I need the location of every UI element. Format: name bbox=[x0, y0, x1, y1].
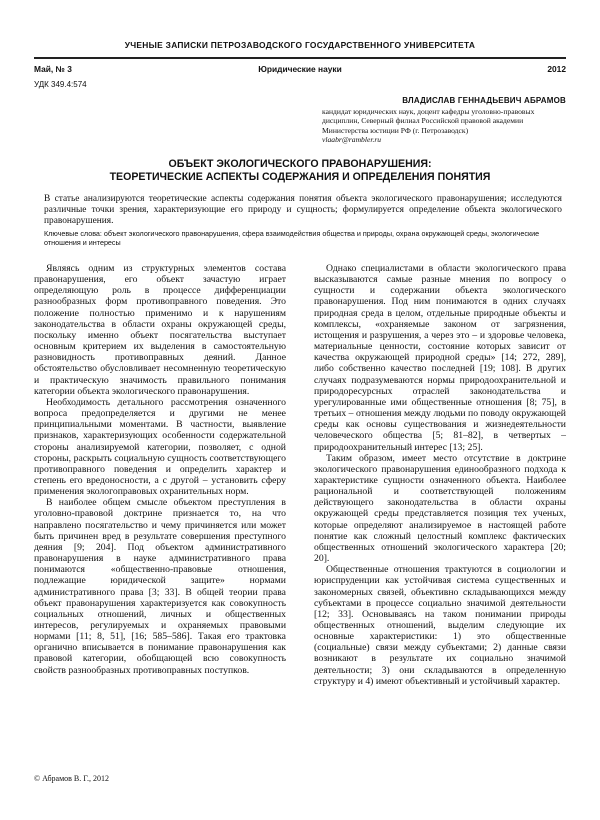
author-name: ВЛАДИСЛАВ ГЕННАДЬЕВИЧ АБРАМОВ bbox=[402, 96, 566, 105]
article-title-line-1: ОБЪЕКТ ЭКОЛОГИЧЕСКОГО ПРАВОНАРУШЕНИЯ: bbox=[168, 158, 432, 170]
paragraph: Таким образом, имеет место отсутствие в доктрине экологического правонарушения единообразного подхода к характеристике сущности означенного объекта. Наиболее рациональной и соответствующей положениям действующего законодательства в области охраны окружающей среды представляется позиция тех ученых, которые определяют анализируемое в настоящей работе понятие как сложный целостный комплекс фактических общественных отношений экологического характера [20; 20]. bbox=[314, 452, 566, 565]
body-column-left bbox=[34, 263, 286, 676]
paragraph: Однако специалистами в области экологического права высказываются самые разные мнения по вопросу о сущности и содержании объекта экологического правонарушения. Под ним понимаются в одних случаях природная среда в целом, отдельные природные объекты и комплексы, «охраняемые законом от загрязнения, истощения и разрушения, а через это – и здоровье человека, материальные ценности, состояние которых зависит от качества окружающей природной среды» [14; 272, 289], либо собственно качество последней [19; 108]. В других случаях подразумеваются нормы природоохранительной и природоресурсных отраслей законодательства и урегулированные ими общественные отношения [8; 75], в третьих – отношения между людьми по поводу окружающей среды как основы существования и жизнедеятельности человеческого общества [5; 81–82], в четвертых – природоохранительный интерес [13; 25]. bbox=[314, 263, 566, 453]
paragraph: Являясь одним из структурных элементов состава правонарушения, его объект зачастую играет определяющую роль в процессе дифференциации разнообразных форм противоправного поведения. Это положение полностью применимо и к нарушениям законодательства в области охраны окружающей среды, поскольку именно объект посягательства выступает основным критерием их выделения в самостоятельную разновидность противоправных деяний. Данное обстоятельство обусловливает несомненную теоретическую и практическую значимость правильного понимания категории объекта экологического правонарушения. bbox=[34, 263, 286, 397]
issue-number: Май, № 3 bbox=[34, 64, 72, 74]
article-title-line-2: ТЕОРЕТИЧЕСКИЕ АСПЕКТЫ СОДЕРЖАНИЯ И ОПРЕДЕЛЕНИЯ ПОНЯТИЯ bbox=[109, 171, 491, 183]
journal-header: УЧЕНЫЕ ЗАПИСКИ ПЕТРОЗАВОДСКОГО ГОСУДАРСТВЕННОГО УНИВЕРСИТЕТА bbox=[124, 40, 476, 50]
article-title bbox=[60, 158, 540, 184]
paragraph: В наиболее общем смысле объектом преступления в уголовно-правовой доктрине признается то, на что направлено посягательство и чему причиняется или может быть причинен вред в результате совершения преступного деяния [9; 204]. Под объектом административного правонарушения в науке административного права понимаются «общественно-правовые отношения, подлежащие юридической защите» нормами административного права [3; 33]. В общей теории права объект правонарушения характеризуется как совокупность социальных отношений, личных и общественных интересов, регулируемых и охраняемых правовыми нормами [11; 8, 51], [16; 585–586]. Такая его трактовка органично вписывается в понимание правонарушения как правовой категории, обобщающей всю совокупность свойств разнообразных противоправных поступков. bbox=[34, 497, 286, 676]
paragraph: Общественные отношения трактуются в социологии и юриспруденции как устойчивая система существенных и закономерных связей, объективно складывающихся между субъектами в процессе социально значимой деятельности [12; 33]. Основываясь на таком понимании природы общественных отношений, выделим следующие их основные характеристики: 1) это общественные (социальные) связи между субъектами; 2) данные связи возникают в результате их социально значимой деятельности; 3) они складываются в определенную структуру и 4) имеют объективный и устойчивый характер. bbox=[314, 564, 566, 687]
author-block bbox=[322, 96, 566, 145]
author-email: vlaabr@rambler.ru bbox=[322, 135, 382, 145]
header-rule bbox=[34, 57, 566, 59]
issue-meta-row bbox=[34, 64, 566, 78]
udk-code: УДК 349.4:574 bbox=[34, 80, 87, 89]
body-column-right bbox=[314, 263, 566, 687]
abstract: В статье анализируются теоретические аспекты содержания понятия объекта экологического правонарушения; исследуются различные точки зрения, характеризующие его природу и сущность; формулируется определение объекта экологического правонарушения. bbox=[44, 194, 562, 227]
copyright-notice: © Абрамов В. Г., 2012 bbox=[34, 774, 109, 783]
author-affiliation: кандидат юридических наук, доцент кафедры уголовно-правовых дисциплин, Северный филиал Российской правовой академии Министерства юстиции РФ (г. Петрозаводск) bbox=[322, 106, 535, 135]
paragraph: Необходимость детального рассмотрения означенного вопроса предопределяется и другими не менее принципиальными моментами. В частности, выявление признаков, характеризующих особенности содержательной стороны анализируемой категории, позволяет, с одной стороны, раскрыть социальную сущность соответствующего противоправного поведения и определить характер и степень его вредоносности, а с другой – установить сферу применения экологоправовых охранительных норм. bbox=[34, 396, 286, 498]
keywords: Ключевые слова: объект экологического правонарушения, сфера взаимодействия общества и природы, охрана окружающей среды, экологические отношения и интересы bbox=[44, 229, 540, 248]
section-name: Юридические науки bbox=[258, 64, 342, 74]
issue-year: 2012 bbox=[547, 64, 566, 74]
